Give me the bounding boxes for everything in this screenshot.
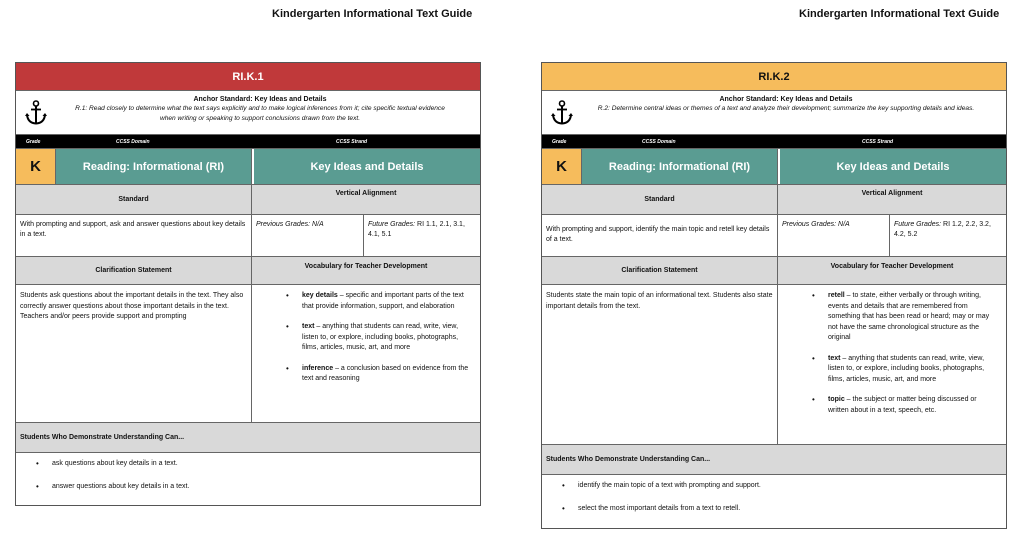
future-grades-label: Future Grades: [368, 221, 416, 228]
vocabulary-term: topic [828, 396, 845, 403]
vocabulary-term: key details [302, 292, 338, 299]
domain-title: Reading: Informational (RI) [56, 149, 252, 184]
anchor-title: Anchor Standard: Key Ideas and Details [719, 96, 853, 103]
future-grades-value: RI 1.2, 2.2, 3.2, 4.2, 5.2 [894, 221, 991, 238]
domain-label: CCSS Domain [642, 138, 676, 145]
page-ri-k-2 [540, 0, 1024, 539]
vocabulary-term: text [302, 323, 315, 330]
vocabulary-item [802, 354, 998, 386]
anchor-icon [16, 91, 56, 134]
clarification-heading: Clarification Statement [542, 257, 778, 284]
students-list-item: • select the most important details from a text to retell. [562, 504, 1006, 527]
standard-heading: Standard [16, 185, 252, 214]
vocabulary-item [276, 322, 472, 354]
vocabulary-definition: – a conclusion based on evidence from the text and reasoning [302, 364, 469, 382]
standard-text: With prompting and support, ask and answer questions about key details in a text. [16, 215, 252, 256]
subject-row [16, 149, 480, 185]
clarification-row [16, 285, 480, 423]
students-heading: Students Who Demonstrate Understanding Can... [16, 423, 480, 453]
standard-text: With prompting and support, identify the main topic and retell key details of a text. [542, 215, 778, 256]
future-grades [364, 215, 480, 256]
clarification-header-row [542, 257, 1006, 285]
vertical-alignment-heading: Vertical Alignment [778, 185, 1006, 214]
standard-header-row [16, 185, 480, 215]
students-list [542, 475, 1006, 527]
students-list [16, 453, 480, 505]
vocabulary-item [802, 395, 998, 416]
future-grades [890, 215, 1006, 256]
anchor-icon [542, 91, 582, 134]
students-list-item: • ask questions about key details in a text. [36, 459, 480, 482]
vocabulary-definition: – specific and important parts of the text that provide information, support, and elaboration [302, 292, 464, 310]
document-header: Kindergarten Informational Text Guide [799, 8, 1000, 20]
clarification-heading: Clarification Statement [16, 257, 252, 284]
label-row [542, 135, 1006, 149]
strand-label: CCSS Strand [336, 138, 368, 145]
subject-row [542, 149, 1006, 185]
grade-badge: K [16, 149, 56, 184]
grade-label: Grade [552, 138, 567, 145]
standard-header-row [542, 185, 1006, 215]
grade-badge: K [542, 149, 582, 184]
clarification-text: Students state the main topic of an informational text. Students also state important details from the text. [542, 285, 778, 444]
vocabulary-definition: – to state, either verbally or through writing, events and details that are remembered from something that has been read or heard; may or may not have the same chronological structure as the original [828, 292, 990, 341]
clarification-text: Students ask questions about the important details in the text. They also correctly answer questions about those important details in the text. Teachers and/or peers provide support and prompting [16, 285, 252, 422]
label-row [16, 135, 480, 149]
document-header: Kindergarten Informational Text Guide [272, 8, 473, 20]
vocabulary-term: inference [302, 364, 334, 372]
vocabulary-definition: – anything that students can read, write, view, listen to, or explore, including books, photographs, films, articles, music, art, and more [828, 354, 985, 383]
vocabulary-definition: – anything that students can read, write, view, listen to, or explore, including books, photographs, films, articles, music, art, and more [302, 323, 459, 351]
domain-title: Reading: Informational (RI) [582, 149, 778, 184]
anchor-text: R.2: Determine central ideas or themes of a text and analyze their development; summarize the key supporting details and ideas. [597, 105, 975, 112]
anchor-standard [56, 91, 480, 134]
vocabulary-list [778, 285, 1006, 444]
vertical-alignment-heading: Vertical Alignment [252, 185, 480, 214]
previous-grades: Previous Grades: N/A [778, 215, 890, 256]
standard-heading: Standard [542, 185, 778, 214]
future-grades-value: RI 1.1, 2.1, 3.1, 4.1, 5.1 [368, 221, 465, 238]
vocabulary-list [252, 285, 480, 422]
domain-label: CCSS Domain [116, 138, 150, 145]
vocabulary-term: text [828, 354, 841, 362]
previous-grades: Previous Grades: N/A [252, 215, 364, 256]
vocabulary-heading: Vocabulary for Teacher Development [778, 257, 1006, 284]
page-ri-k-1 [14, 0, 506, 539]
standard-row [16, 215, 480, 257]
anchor-text: R.1: Read closely to determine what the text says explicitly and to make logical inferences from it; cite specific textual evidence when writing or speaking to support conclusions drawn from the text. [75, 105, 445, 122]
vocabulary-item [276, 291, 472, 312]
vocabulary-term: retell [828, 292, 845, 299]
students-heading: Students Who Demonstrate Understanding Can... [542, 445, 1006, 475]
anchor-standard [582, 91, 1006, 134]
students-list-item: • answer questions about key details in a text. [36, 482, 480, 505]
standard-card [541, 62, 1007, 529]
standard-card [15, 62, 481, 506]
strand-title: Key Ideas and Details [778, 149, 1006, 184]
standard-row [542, 215, 1006, 257]
strand-label: CCSS Strand [862, 138, 894, 145]
anchor-row [542, 91, 1006, 135]
standard-code-banner: RI.K.2 [542, 63, 1006, 91]
vocabulary-definition: – the subject or matter being discussed or written about in a text, speech, etc. [828, 396, 977, 414]
standard-code-banner: RI.K.1 [16, 63, 480, 91]
vocabulary-item [802, 291, 998, 344]
clarification-header-row [16, 257, 480, 285]
strand-title: Key Ideas and Details [252, 149, 480, 184]
students-list-item: • identify the main topic of a text with prompting and support. [562, 481, 1006, 504]
clarification-row [542, 285, 1006, 445]
grade-label: Grade [26, 138, 41, 145]
vocabulary-item [276, 364, 472, 385]
vocabulary-heading: Vocabulary for Teacher Development [252, 257, 480, 284]
anchor-row [16, 91, 480, 135]
anchor-title: Anchor Standard: Key Ideas and Details [193, 96, 327, 103]
future-grades-label: Future Grades: [894, 221, 942, 228]
